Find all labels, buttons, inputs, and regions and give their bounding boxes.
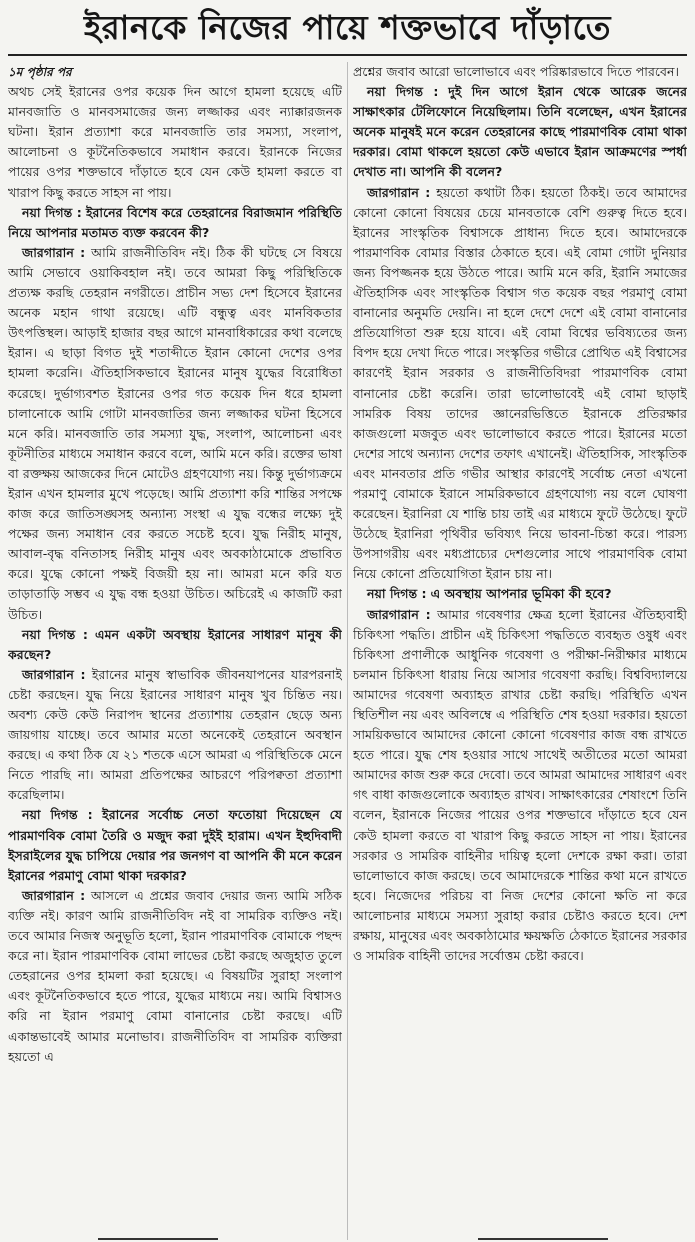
left-column bbox=[8, 62, 342, 1240]
interviewer-label: নয়া দিগন্ত : bbox=[22, 807, 93, 823]
interviewee-label: জারগারান : bbox=[22, 887, 86, 903]
interviewer-label: নয়া দিগন্ত : bbox=[22, 204, 82, 220]
answer-text: আমার গবেষণার ক্ষেত্র হলো ইরানের ঐতিহ্যবাহী চিকিৎসা পদ্ধতি। প্রাচীন এই চিকিৎসা পদ্ধতিতে ব্যবহৃত ওষুধ এবং চিকিৎসা প্রণালীকে আধুনিক গবেষণা ও পরীক্ষা-নিরীক্ষার মাধ্যমে চলমান চিকিৎসা ধারায় নিয়ে আসার গবেষণা করছি। বিশ্ববিদ্যালয়ে আমাদের গবেষণা অব্যাহত রাখার চেষ্টা করছি। পরিস্থিতি এখন স্থিতিশীল নয় এবং অবিলম্বে এ পরিস্থিতি শেষ হওয়া দরকার। হয়তো সাময়িকভাবে আমাদের কোনো কোনো গবেষণার কাজ বন্ধ রাখতে হতে পারে। যুদ্ধ শেষ হওয়ার সাথে সাথেই অতীতের মতো আমরা আমাদের কাজ শুরু করে দেবো। তবে আমরা আমাদের সাধারণ এবং গৎ বাধা কাজগুলোকে অব্যাহত রাখব। সাক্ষাৎকারের শেষাংশে তিনি বলেন, ইরানকে নিজের পায়ের ওপর শক্তভাবে দাঁড়াতে হবে যেন কেউ হামলা করতে বা খারাপ কিছু করতে সাহস না পায়। ইরানের সরকার ও সামরিক বাহিনীর দায়িত্ব হলো দেশকে রক্ষা করা। তারা ভালোভাবে কাজ করছে। তবে আমাদেরকে শান্তির কথা মনে রাখতে হবে। নিজেদের পরিচয় বা নিজ দেশের কোনো ক্ষতি না করে আলোচনার মাধ্যমে সমস্যা সুরাহা করার চেষ্টাও করতে হবে। দেশ রক্ষায়, মানুষের এবং অবকাঠামোর ক্ষয়ক্ষতি ঠেকাতে ইরানের সরকার ও সামরিক বাহিনী তাদের সর্বোত্তম চেষ্টা করবে। bbox=[353, 606, 687, 964]
answer-5 bbox=[353, 605, 687, 967]
question-2 bbox=[8, 625, 342, 665]
right-column bbox=[353, 62, 687, 1240]
bottom-rules bbox=[8, 1236, 687, 1242]
interviewer-label: নয়া দিগন্ত : bbox=[367, 586, 427, 602]
column-divider bbox=[347, 62, 348, 1240]
article-body bbox=[8, 62, 687, 1240]
question-4 bbox=[353, 82, 687, 182]
continuation-note: ১ম পৃষ্ঠার পর bbox=[8, 65, 72, 79]
question-text: এমন একটা অবস্থায় ইরানের সাধারণ মানুষ কী করছেন? bbox=[8, 626, 342, 662]
headline-rule bbox=[8, 54, 687, 56]
question-text: দুই দিন আগে ইরান থেকে আরেক জনের সাক্ষাৎকার টেলিফোনে নিয়েছিলাম। তিনি বলেছেন, এখন ইরানের অনেক মানুষই মনে করেন তেহরানের কাছে পারমাণবিক বোমা থাকা দরকার। বোমা থাকলে হয়তো কেউ এভাবে ইরান আক্রমণের স্পর্ধা দেখাত না। আপনি কী বলেন? bbox=[353, 84, 687, 180]
answer-text: হয়তো কথাটা ঠিক। হয়তো ঠিকই। তবে আমাদের কোনো কোনো বিষয়ের চেয়ে মানবতাকে বেশি গুরুত্ব দিতে হবে। ইরানের সাংস্কৃতিক বিশ্বাসকে প্রাধান্য দিতে হবে। আমাদেরকে পারমাণবিক বোমার বিস্তার ঠেকাতে হবে। এই বোমা গোটা দুনিয়ার জন্য বিপজ্জনক হয়ে উঠতে পারে। আমি মনে করি, ইরানি সমাজের ঐতিহাসিক এবং সাংস্কৃতিক বিশ্বাস গত কয়েক বছর পরমাণু বোমা বানানোর অনুমতি দেয়নি। না হলে দেশে দেশে এই বোমা বানানোর প্রতিযোগিতা শুরু হয়ে যাবে। এই বোমা বিশ্বের ভবিষ্যতের জন্য বিপদ হয়ে দেখা দিতে পারে। সংস্কৃতির গভীরে প্রোথিত এই বিশ্বাসের কারণেই ইরান সরকার ও রাজনীতিবিদরা পারমাণবিক বোমা বানানোর চেষ্টা করেনি। তারা ভালোভাবেই এই বোমা ছাড়াই সামরিক বিষয় তাদের জ্ঞানেরভিত্তিতে ইরানকে প্রতিরক্ষার কাজগুলো মজবুত এবং ভালোভাবে করতে পারে। ইরানের মতো দেশের সাথে অন্যান্য দেশের তফাৎ এখানেই। ঐতিহাসিক, সাংস্কৃতিক এবং মানবতার প্রতি গভীর আস্থার কারণেই সর্বোচ্চ নেতা এখনো পরমাণু বোমাকে ইরানে সামরিকভাবে গ্রহণযোগ্য নয় বলে ঘোষণা করেছেন। ইরানিরা যে শান্তি চায় তাই এর মাধ্যমে ফুটে উঠেছে। ফুটে উঠেছে ইরানিরা পৃথিবীর ভবিষ্যৎ নিয়ে ভাবনা-চিন্তা করে। পারস্য উপসাগরীয় এবং মধ্যপ্রাচ্যের দেশগুলোর সাথে পারমাণবিক বোমা নিয়ে কোনো প্রতিযোগিতা ইরান চায় না। bbox=[353, 184, 687, 582]
answer-2 bbox=[8, 665, 342, 806]
answer-3-continued: প্রশ্নের জবাব আরো ভালোভাবে এবং পরিষ্কারভাবে দিতে পারবেন। bbox=[353, 64, 679, 79]
headline: ইরানকে নিজের পায়ে শক্তভাবে দাঁড়াতে bbox=[83, 8, 612, 47]
bottom-rule-right bbox=[478, 1238, 608, 1240]
answer-text: আমি রাজনীতিবিদ নই। ঠিক কী ঘটছে সে বিষয়ে আমি সেভাবে ওয়াকিবহাল নই। তবে আমরা কিছু পরিস্থিতিকে প্রত্যক্ষ করছি তেহরান নগরীতে। প্রাচীন সভ্য দেশ হিসেবে ইরানের অনেক মহান গাথা রয়েছে। এটি বন্ধুত্ব এবং মানবিকতার উৎপত্তিস্থল। আড়াই হাজার বছর আগে মানবাধিকারের কথা বলেছে ইরান। এ ছাড়া বিগত দুই শতাব্দীতে ইরান কোনো দেশের ওপর হামলা করেনি। ঐতিহাসিকভাবে ইরানের মানুষ যুদ্ধের বিরোধিতা করেছে। দুর্ভাগ্যবশত ইরানের ওপর গত কয়েক দিন ধরে হামলা চালানোকে আমি গোটা মানবজাতির জন্য লজ্জাকর ঘটনা হিসেবে মনে করি। মানবজাতি তার সমস্যা যুদ্ধ, সংলাপ, আলোচনা এবং কূটনীতির মাধ্যমে সমাধান করবে বলে, আমি মনে করি। রক্তের ভাষা বা রক্তক্ষয় আজকের দিনে মোটেও গ্রহণযোগ্য নয়। কিন্তু দুর্ভাগ্যক্রমে ইরান এখন হামলার মুখে পড়েছে। আমি প্রত্যাশা করি শান্তির সপক্ষে কাজ করে জাতিসঙ্ঘসহ অন্যান্য সংস্থা এ যুদ্ধ বন্ধের লক্ষ্যে দুই পক্ষের জন্য সমাধান বের করতে সচেষ্ট হবে। যুদ্ধ নিরীহ মানুষ, আবাল-বৃদ্ধ বনিতাসহ নিরীহ মানুষ এবং অবকাঠামোকে প্রভাবিত করে। যুদ্ধে কোনো পক্ষই বিজয়ী হয় না। আমরা মনে করি যত তাড়াতাড়ি সম্ভব এ যুদ্ধ বন্ধ হওয়া উচিত। অচিরেই এ কাজটি করা উচিত। bbox=[8, 244, 342, 622]
intro-paragraph: অথচ সেই ইরানের ওপর কয়েক দিন আগে হামলা হয়েছে এটি মানবজাতি ও মানবসমাজের জন্য লজ্জাকর এবং ন্যাক্কারজনক ঘটনা। ইরান প্রত্যাশা করে মানবজাতি তার সমস্যা, সংলাপ, আলোচনা ও কূটনৈতিকভাবে সমাধান করবে। ইরানকে নিজের পায়ের ওপর শক্তভাবে দাঁড়াতে হবে যেন কেউ হামলা করতে বা খারাপ কিছু করতে সাহস না পায়। bbox=[8, 84, 342, 200]
answer-4 bbox=[353, 183, 687, 585]
answer-text: ইরানের মানুষ স্বাভাবিক জীবনযাপনের যারপরনাই চেষ্টা করছেন। যুদ্ধ নিয়ে ইরানের সাধারণ মানুষ খুব চিন্তিত নয়। অবশ্য কেউ কেউ নিরাপদ স্থানের প্রত্যাশায় তেহরান ছেড়ে অন্য জায়গায় যাচ্ছে। তবে আমার মতো অনেকেই তেহরানে অবস্থান করছে। এ কথা ঠিক যে ২১ শতকে এসে আমরা এ পরিস্থিতিকে মেনে নিতে পারছি না। আমরা প্রতিপক্ষের আচরণে পরিপক্বতা প্রত্যাশা করেছিলাম। bbox=[8, 666, 342, 803]
answer-text: আসলে এ প্রশ্নের জবাব দেয়ার জন্য আমি সঠিক ব্যক্তি নই। কারণ আমি রাজনীতিবিদ নই বা সামরিক ব্যক্তিও নই। তবে আমার নিজস্ব অনুভূতি হলো, ইরান পারমাণবিক বোমাকে পছন্দ করে না। ইরান পারমাণবিক বোমা লাভের চেষ্টা করছে অজুহাত তুলে তেহরানের ওপর হামলা করা হয়েছে। এ বিষয়টির সুরাহা সংলাপ এবং কূটনৈতিকভাবে হতে পারে, যুদ্ধের মাধ্যমে নয়। আমি বিশ্বাসও করি না ইরান পরমাণু বোমা বানানোর চেষ্টা করছে। এটি একান্তভাবেই আমার মনোভাব। রাজনীতিবিদ বা সামরিক ব্যক্তিরা হয়তো এ bbox=[8, 887, 342, 1064]
question-5 bbox=[353, 584, 687, 604]
interviewee-label: জারগারান : bbox=[367, 184, 431, 200]
question-3 bbox=[8, 805, 342, 885]
interviewer-label: নয়া দিগন্ত : bbox=[367, 84, 439, 100]
question-text: ইরানের বিশেষ করে তেহরানের বিরাজমান পরিস্থিতি নিয়ে আপনার মতামত ব্যক্ত করবেন কী? bbox=[8, 204, 342, 240]
question-text: এ অবস্থায় আপনার ভূমিকা কী হবে? bbox=[430, 586, 612, 602]
answer-3 bbox=[8, 886, 342, 1067]
interviewee-label: জারগারান : bbox=[22, 244, 86, 260]
question-text: ইরানের সর্বোচ্চ নেতা ফতোয়া দিয়েছেন যে পারমাণবিক বোমা তৈরি ও মজুদ করা দুইই হারাম। এখন ইহুদিবাদী ইসরাইলের যুদ্ধ চাপিয়ে দেয়ার পর জনগণ বা আপনি কী মনে করেন ইরানের পরমাণু বোমা থাকা দরকার? bbox=[8, 807, 342, 883]
question-1 bbox=[8, 203, 342, 243]
answer-1 bbox=[8, 243, 342, 625]
interviewee-label: জারগারান : bbox=[367, 606, 431, 622]
bottom-rule-left bbox=[98, 1238, 218, 1240]
interviewee-label: জারগারান : bbox=[22, 666, 86, 682]
interviewer-label: নয়া দিগন্ত : bbox=[22, 626, 88, 642]
